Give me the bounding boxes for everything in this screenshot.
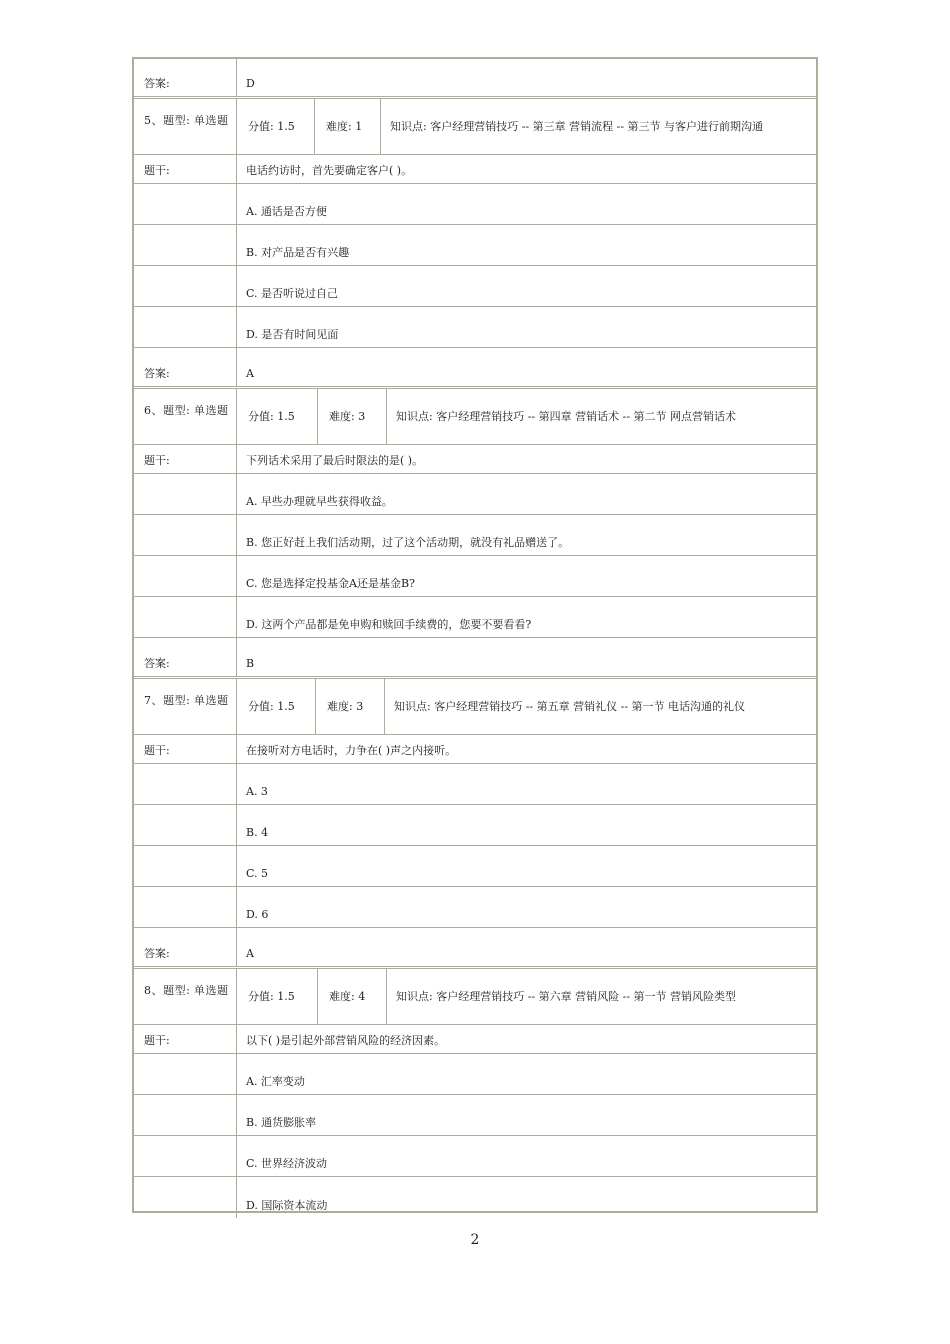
- column-divider: [236, 99, 237, 154]
- row-value: D. 这两个产品都是免申购和赎回手续费的，您要不要看看?: [246, 618, 532, 631]
- column-divider: [236, 184, 237, 224]
- option-row: [134, 1054, 816, 1095]
- column-divider: [315, 679, 316, 734]
- page-number: 2: [470, 1232, 480, 1248]
- column-divider: [236, 1136, 237, 1176]
- question-header: [134, 389, 816, 445]
- row-value: D. 6: [246, 908, 269, 921]
- option-row: [134, 225, 816, 266]
- question-header: [134, 969, 816, 1025]
- row-value: C. 您是选择定投基金A还是基金B?: [246, 577, 415, 590]
- column-divider: [236, 887, 237, 927]
- column-divider: [236, 307, 237, 347]
- question-type: 6、题型: 单选题: [144, 404, 228, 417]
- row-value: B: [246, 657, 255, 670]
- option-row: [134, 597, 816, 638]
- option-row: [134, 764, 816, 805]
- option-row: [134, 846, 816, 887]
- row-value: B. 您正好赶上我们活动期，过了这个活动期，就没有礼品赠送了。: [246, 536, 570, 549]
- question-stem: [134, 1025, 816, 1054]
- column-divider: [314, 99, 315, 154]
- column-divider: [384, 679, 385, 734]
- column-divider: [236, 846, 237, 886]
- option-row: [134, 556, 816, 597]
- column-divider: [236, 735, 237, 763]
- column-divider: [236, 638, 237, 676]
- row-value: A. 3: [246, 785, 268, 798]
- question-table: [132, 57, 818, 1213]
- row-value: C. 世界经济波动: [246, 1157, 328, 1170]
- row-label: 答案:: [144, 77, 170, 90]
- column-divider: [317, 969, 318, 1024]
- row-value: 下列话术采用了最后时限法的是( )。: [246, 454, 424, 467]
- question-score: 分值: 1.5: [248, 409, 295, 423]
- question-difficulty: 难度: 3: [327, 699, 364, 713]
- answer-row: [134, 638, 816, 679]
- row-value: C. 5: [246, 867, 269, 880]
- row-label: 答案:: [144, 367, 170, 380]
- column-divider: [380, 99, 381, 154]
- column-divider: [236, 266, 237, 306]
- column-divider: [236, 389, 237, 444]
- question-type: 5、题型: 单选题: [144, 114, 228, 127]
- row-label: 题干:: [144, 164, 170, 177]
- row-value: D: [246, 77, 255, 90]
- row-value: A. 通话是否方便: [246, 205, 327, 218]
- row-label: 答案:: [144, 657, 170, 670]
- column-divider: [236, 928, 237, 966]
- option-row: [134, 515, 816, 556]
- row-value: A. 汇率变动: [246, 1075, 305, 1088]
- option-row: [134, 266, 816, 307]
- row-value: A. 早些办理就早些获得收益。: [246, 495, 393, 508]
- question-difficulty: 难度: 1: [326, 119, 363, 133]
- question-stem: [134, 735, 816, 764]
- column-divider: [236, 597, 237, 637]
- column-divider: [236, 59, 237, 96]
- option-row: [134, 184, 816, 225]
- column-divider: [386, 389, 387, 444]
- column-divider: [236, 556, 237, 596]
- option-row: [134, 1177, 816, 1218]
- column-divider: [236, 1177, 237, 1218]
- option-row: [134, 1095, 816, 1136]
- answer-row: [134, 928, 816, 969]
- option-row: [134, 307, 816, 348]
- row-value: 以下( )是引起外部营销风险的经济因素。: [246, 1034, 446, 1047]
- knowledge-point: 知识点: 客户经理营销技巧 -- 第四章 营销话术 -- 第二节 网点营销话术: [396, 409, 737, 423]
- column-divider: [236, 515, 237, 555]
- row-value: B. 通货膨胀率: [246, 1116, 317, 1129]
- column-divider: [236, 679, 237, 734]
- column-divider: [236, 474, 237, 514]
- row-value: C. 是否听说过自己: [246, 287, 339, 300]
- row-value: D. 国际资本流动: [246, 1199, 328, 1212]
- knowledge-point: 知识点: 客户经理营销技巧 -- 第六章 营销风险 -- 第一节 营销风险类型: [396, 989, 737, 1003]
- option-row: [134, 474, 816, 515]
- row-label: 答案:: [144, 947, 170, 960]
- column-divider: [236, 805, 237, 845]
- row-value: B. 对产品是否有兴趣: [246, 246, 350, 259]
- question-stem: [134, 155, 816, 184]
- question-type: 8、题型: 单选题: [144, 984, 228, 997]
- question-header: [134, 99, 816, 155]
- column-divider: [236, 445, 237, 473]
- column-divider: [236, 155, 237, 183]
- question-difficulty: 难度: 4: [329, 989, 366, 1003]
- row-value: 在接听对方电话时，力争在( )声之内接听。: [246, 744, 457, 757]
- question-stem: [134, 445, 816, 474]
- row-value: A: [246, 367, 254, 380]
- column-divider: [317, 389, 318, 444]
- row-label: 题干:: [144, 744, 170, 757]
- row-label: 题干:: [144, 1034, 170, 1047]
- knowledge-point: 知识点: 客户经理营销技巧 -- 第三章 营销流程 -- 第三节 与客户进行前期沟通: [390, 119, 764, 133]
- row-label: 题干:: [144, 454, 170, 467]
- column-divider: [386, 969, 387, 1024]
- row-value: 电话约访时，首先要确定客户( )。: [246, 164, 413, 177]
- option-row: [134, 1136, 816, 1177]
- option-row: [134, 805, 816, 846]
- column-divider: [236, 764, 237, 804]
- question-score: 分值: 1.5: [248, 989, 295, 1003]
- question-difficulty: 难度: 3: [329, 409, 366, 423]
- column-divider: [236, 1054, 237, 1094]
- answer-row: [134, 348, 816, 389]
- question-score: 分值: 1.5: [248, 119, 295, 133]
- row-value: B. 4: [246, 826, 269, 839]
- column-divider: [236, 348, 237, 386]
- column-divider: [236, 225, 237, 265]
- option-row: [134, 887, 816, 928]
- question-type: 7、题型: 单选题: [144, 694, 228, 707]
- question-score: 分值: 1.5: [248, 699, 295, 713]
- column-divider: [236, 1095, 237, 1135]
- row-value: D. 是否有时间见面: [246, 328, 339, 341]
- knowledge-point: 知识点: 客户经理营销技巧 -- 第五章 营销礼仪 -- 第一节 电话沟通的礼仪: [394, 699, 746, 713]
- answer-row: [134, 59, 816, 99]
- column-divider: [236, 1025, 237, 1053]
- column-divider: [236, 969, 237, 1024]
- question-header: [134, 679, 816, 735]
- row-value: A: [246, 947, 254, 960]
